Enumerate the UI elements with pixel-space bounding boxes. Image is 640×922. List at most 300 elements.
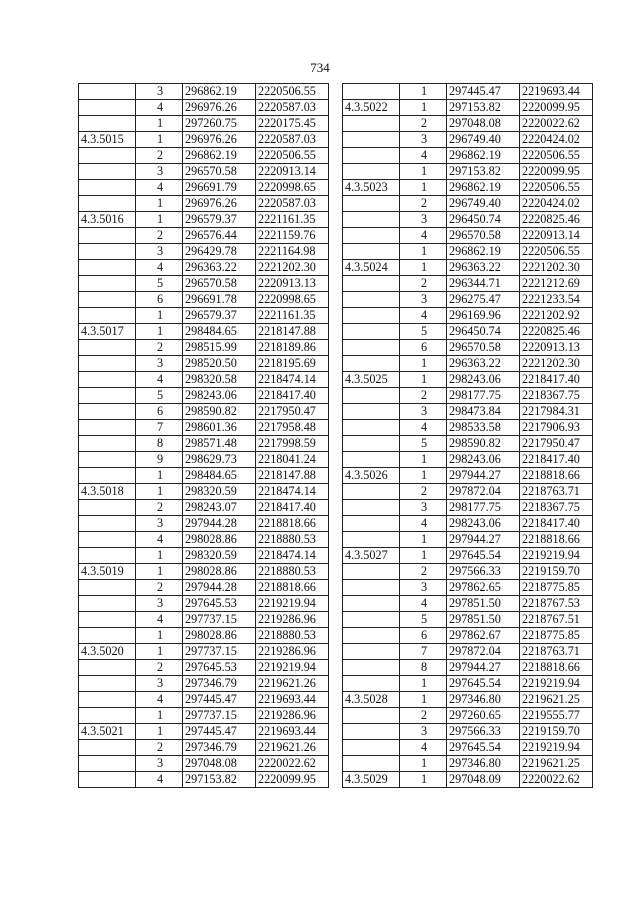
x-coordinate-cell: 297737.15 [183, 644, 256, 660]
table-row [79, 164, 329, 180]
point-number-cell: 1 [136, 548, 183, 564]
x-coordinate-cell: 298028.86 [183, 564, 256, 580]
point-number-cell: 1 [136, 484, 183, 500]
y-coordinate-cell: 2221233.54 [520, 292, 593, 308]
table-row [79, 676, 329, 692]
parcel-id-cell [79, 612, 136, 628]
y-coordinate-cell: 2219219.94 [520, 548, 593, 564]
point-number-cell: 5 [400, 324, 447, 340]
parcel-id-cell: 4.3.5016 [79, 212, 136, 228]
table-row [343, 180, 593, 196]
point-number-cell: 2 [136, 340, 183, 356]
table-row [343, 564, 593, 580]
parcel-id-cell: 4.3.5028 [343, 692, 400, 708]
parcel-id-cell [79, 580, 136, 596]
y-coordinate-cell: 2219219.94 [256, 660, 329, 676]
parcel-id-cell [343, 228, 400, 244]
table-row [79, 628, 329, 644]
parcel-id-cell: 4.3.5020 [79, 644, 136, 660]
x-coordinate-cell: 296862.19 [183, 148, 256, 164]
parcel-id-cell [343, 276, 400, 292]
table-row [79, 212, 329, 228]
table-row [343, 84, 593, 100]
point-number-cell: 6 [400, 340, 447, 356]
y-coordinate-cell: 2219286.96 [256, 708, 329, 724]
x-coordinate-cell: 298243.07 [183, 500, 256, 516]
parcel-id-cell [79, 180, 136, 196]
x-coordinate-cell: 296862.19 [183, 84, 256, 100]
y-coordinate-cell: 2220825.46 [520, 324, 593, 340]
y-coordinate-cell: 2220913.13 [256, 276, 329, 292]
parcel-id-cell [79, 692, 136, 708]
parcel-id-cell [79, 196, 136, 212]
x-coordinate-cell: 296275.47 [447, 292, 520, 308]
table-row [343, 228, 593, 244]
x-coordinate-cell: 297445.47 [183, 692, 256, 708]
x-coordinate-cell: 296344.71 [447, 276, 520, 292]
x-coordinate-cell: 296976.26 [183, 196, 256, 212]
x-coordinate-cell: 298320.58 [183, 372, 256, 388]
y-coordinate-cell: 2221202.30 [520, 260, 593, 276]
y-coordinate-cell: 2218367.75 [520, 388, 593, 404]
table-row [79, 500, 329, 516]
parcel-id-cell [79, 532, 136, 548]
y-coordinate-cell: 2220587.03 [256, 196, 329, 212]
point-number-cell: 4 [400, 148, 447, 164]
y-coordinate-cell: 2221202.30 [256, 260, 329, 276]
x-coordinate-cell: 297645.53 [183, 660, 256, 676]
parcel-id-cell [79, 548, 136, 564]
y-coordinate-cell: 2217906.93 [520, 420, 593, 436]
table-row [343, 276, 593, 292]
y-coordinate-cell: 2220506.55 [520, 244, 593, 260]
y-coordinate-cell: 2220913.14 [256, 164, 329, 180]
point-number-cell: 5 [136, 276, 183, 292]
point-number-cell: 4 [136, 532, 183, 548]
point-number-cell: 4 [400, 420, 447, 436]
point-number-cell: 1 [400, 372, 447, 388]
y-coordinate-cell: 2218147.88 [256, 324, 329, 340]
parcel-id-cell [343, 404, 400, 420]
point-number-cell: 1 [400, 676, 447, 692]
y-coordinate-cell: 2220506.55 [256, 148, 329, 164]
x-coordinate-cell: 297048.09 [447, 772, 520, 788]
parcel-id-cell [79, 516, 136, 532]
table-row [343, 628, 593, 644]
table-row [343, 484, 593, 500]
x-coordinate-cell: 298629.73 [183, 452, 256, 468]
table-row [79, 596, 329, 612]
point-number-cell: 2 [136, 660, 183, 676]
table-row [79, 532, 329, 548]
point-number-cell: 5 [136, 388, 183, 404]
x-coordinate-cell: 298177.75 [447, 388, 520, 404]
point-number-cell: 6 [400, 628, 447, 644]
parcel-id-cell: 4.3.5021 [79, 724, 136, 740]
parcel-id-cell [79, 628, 136, 644]
x-coordinate-cell: 297153.82 [447, 164, 520, 180]
parcel-id-cell [79, 772, 136, 788]
table-row [79, 452, 329, 468]
y-coordinate-cell: 2220099.95 [256, 772, 329, 788]
page-number: 734 [310, 60, 330, 75]
x-coordinate-cell: 296570.58 [447, 228, 520, 244]
point-number-cell: 8 [136, 436, 183, 452]
parcel-id-cell [79, 228, 136, 244]
table-row [79, 180, 329, 196]
table-row [343, 340, 593, 356]
x-coordinate-cell: 297346.80 [447, 756, 520, 772]
point-number-cell: 7 [400, 644, 447, 660]
table-row [79, 548, 329, 564]
parcel-id-cell [343, 484, 400, 500]
point-number-cell: 1 [136, 564, 183, 580]
x-coordinate-cell: 296363.22 [447, 260, 520, 276]
point-number-cell: 4 [400, 308, 447, 324]
x-coordinate-cell: 298473.84 [447, 404, 520, 420]
y-coordinate-cell: 2218818.66 [520, 532, 593, 548]
table-row [79, 84, 329, 100]
table-row [343, 148, 593, 164]
y-coordinate-cell: 2221202.92 [520, 308, 593, 324]
table-row [343, 100, 593, 116]
y-coordinate-cell: 2218818.66 [520, 468, 593, 484]
y-coordinate-cell: 2220022.62 [520, 772, 593, 788]
y-coordinate-cell: 2219159.70 [520, 564, 593, 580]
point-number-cell: 4 [136, 260, 183, 276]
parcel-id-cell [343, 244, 400, 260]
y-coordinate-cell: 2219219.94 [520, 740, 593, 756]
point-number-cell: 4 [136, 180, 183, 196]
x-coordinate-cell: 296363.22 [447, 356, 520, 372]
x-coordinate-cell: 297566.33 [447, 564, 520, 580]
coordinates-table-right [342, 83, 593, 788]
x-coordinate-cell: 296691.79 [183, 180, 256, 196]
x-coordinate-cell: 297872.04 [447, 644, 520, 660]
table-row [79, 756, 329, 772]
x-coordinate-cell: 297260.75 [183, 116, 256, 132]
parcel-id-cell [343, 596, 400, 612]
table-row [79, 772, 329, 788]
y-coordinate-cell: 2218367.75 [520, 500, 593, 516]
table-row [79, 100, 329, 116]
parcel-id-cell [343, 340, 400, 356]
point-number-cell: 2 [136, 580, 183, 596]
table-row [343, 132, 593, 148]
table-row [343, 324, 593, 340]
y-coordinate-cell: 2218767.51 [520, 612, 593, 628]
y-coordinate-cell: 2218417.40 [520, 516, 593, 532]
x-coordinate-cell: 296363.22 [183, 260, 256, 276]
x-coordinate-cell: 297645.54 [447, 740, 520, 756]
point-number-cell: 1 [400, 532, 447, 548]
y-coordinate-cell: 2217958.48 [256, 420, 329, 436]
point-number-cell: 1 [400, 164, 447, 180]
y-coordinate-cell: 2221212.69 [520, 276, 593, 292]
point-number-cell: 5 [400, 612, 447, 628]
x-coordinate-cell: 296579.37 [183, 308, 256, 324]
table-row [79, 420, 329, 436]
table-row [343, 244, 593, 260]
parcel-id-cell [343, 148, 400, 164]
table-row [79, 580, 329, 596]
x-coordinate-cell: 297862.65 [447, 580, 520, 596]
point-number-cell: 1 [400, 548, 447, 564]
parcel-id-cell [79, 84, 136, 100]
x-coordinate-cell: 297048.08 [183, 756, 256, 772]
point-number-cell: 1 [400, 100, 447, 116]
point-number-cell: 3 [400, 212, 447, 228]
parcel-id-cell [343, 436, 400, 452]
y-coordinate-cell: 2217998.59 [256, 436, 329, 452]
point-number-cell: 2 [400, 116, 447, 132]
y-coordinate-cell: 2217984.31 [520, 404, 593, 420]
table-row [79, 116, 329, 132]
table-row [343, 676, 593, 692]
table-row [79, 612, 329, 628]
parcel-id-cell: 4.3.5017 [79, 324, 136, 340]
parcel-id-cell: 4.3.5022 [343, 100, 400, 116]
point-number-cell: 3 [136, 164, 183, 180]
parcel-id-cell [79, 468, 136, 484]
table-row [79, 468, 329, 484]
point-number-cell: 1 [400, 260, 447, 276]
y-coordinate-cell: 2220506.55 [520, 148, 593, 164]
parcel-id-cell: 4.3.5015 [79, 132, 136, 148]
parcel-id-cell [79, 116, 136, 132]
y-coordinate-cell: 2219159.70 [520, 724, 593, 740]
parcel-id-cell: 4.3.5026 [343, 468, 400, 484]
y-coordinate-cell: 2219621.25 [520, 692, 593, 708]
point-number-cell: 2 [400, 484, 447, 500]
parcel-id-cell [343, 388, 400, 404]
point-number-cell: 3 [136, 596, 183, 612]
table-row [343, 596, 593, 612]
point-number-cell: 4 [136, 372, 183, 388]
table-row [343, 468, 593, 484]
x-coordinate-cell: 297851.50 [447, 612, 520, 628]
y-coordinate-cell: 2221164.98 [256, 244, 329, 260]
table-row [79, 388, 329, 404]
y-coordinate-cell: 2218417.40 [256, 500, 329, 516]
x-coordinate-cell: 298177.75 [447, 500, 520, 516]
y-coordinate-cell: 2221161.35 [256, 308, 329, 324]
table-row [343, 372, 593, 388]
parcel-id-cell [343, 740, 400, 756]
point-number-cell: 2 [136, 148, 183, 164]
parcel-id-cell [343, 356, 400, 372]
table-row [343, 164, 593, 180]
point-number-cell: 4 [136, 772, 183, 788]
parcel-id-cell [343, 212, 400, 228]
parcel-id-cell [343, 516, 400, 532]
y-coordinate-cell: 2221202.30 [520, 356, 593, 372]
table-row [79, 372, 329, 388]
parcel-id-cell [343, 612, 400, 628]
x-coordinate-cell: 298601.36 [183, 420, 256, 436]
x-coordinate-cell: 296976.26 [183, 100, 256, 116]
y-coordinate-cell: 2218763.71 [520, 484, 593, 500]
x-coordinate-cell: 296862.19 [447, 148, 520, 164]
parcel-id-cell [79, 756, 136, 772]
y-coordinate-cell: 2219555.77 [520, 708, 593, 724]
point-number-cell: 3 [136, 756, 183, 772]
x-coordinate-cell: 297851.50 [447, 596, 520, 612]
parcel-id-cell [79, 388, 136, 404]
x-coordinate-cell: 296976.26 [183, 132, 256, 148]
point-number-cell: 6 [136, 404, 183, 420]
table-row [343, 532, 593, 548]
y-coordinate-cell: 2218041.24 [256, 452, 329, 468]
table-row [79, 436, 329, 452]
x-coordinate-cell: 296450.74 [447, 324, 520, 340]
y-coordinate-cell: 2220022.62 [520, 116, 593, 132]
point-number-cell: 4 [400, 516, 447, 532]
point-number-cell: 6 [136, 292, 183, 308]
table-row [343, 612, 593, 628]
y-coordinate-cell: 2219693.44 [256, 692, 329, 708]
y-coordinate-cell: 2220825.46 [520, 212, 593, 228]
point-number-cell: 8 [400, 660, 447, 676]
x-coordinate-cell: 297737.15 [183, 612, 256, 628]
point-number-cell: 1 [400, 180, 447, 196]
y-coordinate-cell: 2220506.55 [520, 180, 593, 196]
x-coordinate-cell: 297862.67 [447, 628, 520, 644]
table-row [343, 420, 593, 436]
x-coordinate-cell: 298520.50 [183, 356, 256, 372]
y-coordinate-cell: 2218818.66 [520, 660, 593, 676]
parcel-id-cell [79, 708, 136, 724]
x-coordinate-cell: 298533.58 [447, 420, 520, 436]
y-coordinate-cell: 2219621.26 [256, 676, 329, 692]
point-number-cell: 4 [400, 596, 447, 612]
x-coordinate-cell: 297944.27 [447, 532, 520, 548]
point-number-cell: 3 [400, 132, 447, 148]
parcel-id-cell [79, 292, 136, 308]
x-coordinate-cell: 296570.58 [183, 164, 256, 180]
y-coordinate-cell: 2221159.76 [256, 228, 329, 244]
point-number-cell: 3 [136, 516, 183, 532]
y-coordinate-cell: 2218417.40 [520, 452, 593, 468]
point-number-cell: 3 [400, 500, 447, 516]
x-coordinate-cell: 298484.65 [183, 468, 256, 484]
parcel-id-cell [79, 340, 136, 356]
y-coordinate-cell: 2218474.14 [256, 372, 329, 388]
parcel-id-cell: 4.3.5025 [343, 372, 400, 388]
y-coordinate-cell: 2218880.53 [256, 628, 329, 644]
point-number-cell: 9 [136, 452, 183, 468]
table-row [343, 516, 593, 532]
x-coordinate-cell: 297645.54 [447, 548, 520, 564]
table-row [343, 388, 593, 404]
x-coordinate-cell: 298484.65 [183, 324, 256, 340]
table-row [79, 564, 329, 580]
x-coordinate-cell: 296429.78 [183, 244, 256, 260]
y-coordinate-cell: 2219693.44 [520, 84, 593, 100]
table-row [343, 548, 593, 564]
table-row [79, 340, 329, 356]
y-coordinate-cell: 2218189.86 [256, 340, 329, 356]
point-number-cell: 5 [400, 436, 447, 452]
table-row [79, 484, 329, 500]
table-row [343, 116, 593, 132]
y-coordinate-cell: 2218147.88 [256, 468, 329, 484]
x-coordinate-cell: 298243.06 [447, 452, 520, 468]
x-coordinate-cell: 296579.37 [183, 212, 256, 228]
point-number-cell: 7 [136, 420, 183, 436]
y-coordinate-cell: 2219219.94 [256, 596, 329, 612]
x-coordinate-cell: 297153.82 [183, 772, 256, 788]
point-number-cell: 2 [400, 276, 447, 292]
y-coordinate-cell: 2218763.71 [520, 644, 593, 660]
x-coordinate-cell: 296576.44 [183, 228, 256, 244]
table-row [79, 148, 329, 164]
y-coordinate-cell: 2220506.55 [256, 84, 329, 100]
table-row [343, 436, 593, 452]
x-coordinate-cell: 298590.82 [183, 404, 256, 420]
parcel-id-cell [79, 596, 136, 612]
parcel-id-cell [343, 452, 400, 468]
y-coordinate-cell: 2220998.65 [256, 292, 329, 308]
point-number-cell: 1 [136, 708, 183, 724]
x-coordinate-cell: 297048.08 [447, 116, 520, 132]
table-row [79, 260, 329, 276]
parcel-id-cell [343, 660, 400, 676]
parcel-id-cell [343, 116, 400, 132]
parcel-id-cell [343, 644, 400, 660]
table-row [343, 692, 593, 708]
parcel-id-cell [79, 404, 136, 420]
table-row [79, 692, 329, 708]
table-row [343, 292, 593, 308]
x-coordinate-cell: 298515.99 [183, 340, 256, 356]
parcel-id-cell [79, 148, 136, 164]
parcel-id-cell [79, 500, 136, 516]
table-row [343, 404, 593, 420]
table-row [79, 308, 329, 324]
y-coordinate-cell: 2218195.69 [256, 356, 329, 372]
x-coordinate-cell: 297445.47 [183, 724, 256, 740]
y-coordinate-cell: 2220099.95 [520, 164, 593, 180]
point-number-cell: 2 [400, 388, 447, 404]
point-number-cell: 2 [136, 500, 183, 516]
table-row [79, 404, 329, 420]
x-coordinate-cell: 296862.19 [447, 244, 520, 260]
x-coordinate-cell: 298320.59 [183, 548, 256, 564]
table-row [343, 724, 593, 740]
parcel-id-cell [79, 308, 136, 324]
x-coordinate-cell: 296570.58 [447, 340, 520, 356]
point-number-cell: 1 [136, 132, 183, 148]
table-row [343, 660, 593, 676]
table-row [343, 772, 593, 788]
parcel-id-cell [343, 532, 400, 548]
parcel-id-cell [343, 196, 400, 212]
table-row [79, 356, 329, 372]
table-row [343, 308, 593, 324]
y-coordinate-cell: 2220587.03 [256, 132, 329, 148]
parcel-id-cell [343, 132, 400, 148]
table-row [79, 708, 329, 724]
x-coordinate-cell: 297346.79 [183, 740, 256, 756]
x-coordinate-cell: 297872.04 [447, 484, 520, 500]
point-number-cell: 1 [400, 84, 447, 100]
table-row [79, 292, 329, 308]
y-coordinate-cell: 2218775.85 [520, 628, 593, 644]
y-coordinate-cell: 2218417.40 [256, 388, 329, 404]
point-number-cell: 1 [136, 724, 183, 740]
x-coordinate-cell: 296862.19 [447, 180, 520, 196]
